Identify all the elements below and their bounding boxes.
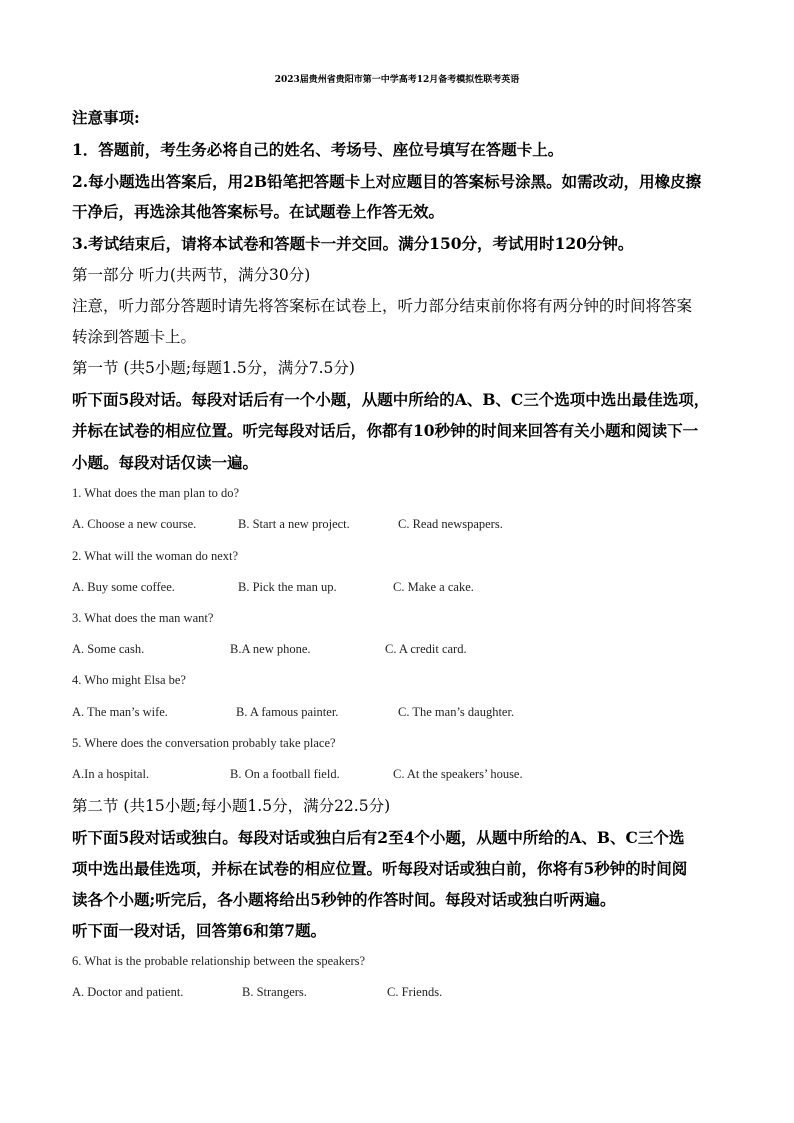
- question-1: 1. What does the man plan to do?: [72, 486, 240, 500]
- question-3-option-a: A. Some cash.: [72, 642, 145, 656]
- notice-item-2-line-1: 2.每小题选出答案后，用2B铅笔把答题卡上对应题目的答案标号涂黑。如需改动，用橡皮擦: [72, 172, 702, 191]
- question-6-option-c: C. Friends.: [387, 985, 443, 999]
- part1-note-line-2: 转涂到答题卡上。: [72, 328, 197, 346]
- question-6-option-a: A. Doctor and patient.: [72, 985, 184, 999]
- question-1-option-b: B. Start a new project.: [238, 517, 350, 531]
- section1-heading: 第一节 (共5小题;每题1.5分，满分7.5分): [72, 359, 355, 377]
- question-5-option-a: A.In a hospital.: [72, 767, 150, 781]
- part1-note-line-1: 注意，听力部分答题时请先将答案标在试卷上，听力部分结束前你将有两分钟的时间将答案: [72, 297, 693, 315]
- section2-heading: 第二节 (共15小题;每小题1.5分，满分22.5分): [72, 797, 391, 815]
- question-2: 2. What will the woman do next?: [72, 549, 239, 563]
- question-1-option-c: C. Read newspapers.: [398, 517, 503, 531]
- question-4-option-b: B. A famous painter.: [236, 705, 339, 719]
- notice-heading: 注意事项:: [72, 108, 140, 127]
- notice-item-2-line-2: 干净后，再选涂其他答案标号。在试题卷上作答无效。: [72, 202, 445, 221]
- exam-title: 2023届贵州省贵阳市第一中学高考12月备考模拟性联考英语: [274, 75, 520, 85]
- question-3-option-b: B.A new phone.: [230, 642, 311, 656]
- question-5: 5. Where does the conversation probably take place?: [72, 736, 336, 750]
- question-4-option-a: A. The man’s wife.: [72, 705, 168, 719]
- question-4: 4. Who might Elsa be?: [72, 673, 186, 687]
- section1-instr-line-1: 听下面5段对话。每段对话后有一个小题，从题中所给的A、B、C三个选项中选出最佳选项，: [72, 390, 710, 409]
- question-5-option-b: B. On a football field.: [230, 767, 340, 781]
- question-2-option-c: C. Make a cake.: [393, 580, 474, 594]
- section2-instr-line-1: 听下面5段对话或独白。每段对话或独白后有2至4个小题，从题中所给的A、B、C三个选: [72, 828, 685, 847]
- section1-instr-line-3: 小题。每段对话仅读一遍。: [72, 453, 259, 472]
- section2-sub-heading: 听下面一段对话，回答第6和第7题。: [72, 921, 327, 940]
- part1-heading: 第一部分 听力(共两节，满分30分): [72, 266, 311, 284]
- question-6: 6. What is the probable relationship between the speakers?: [72, 954, 366, 968]
- question-2-option-a: A. Buy some coffee.: [72, 580, 175, 594]
- notice-item-3: 3.考试结束后，请将本试卷和答题卡一并交回。满分150分，考试用时120分钟。: [72, 234, 634, 253]
- section1-instr-line-2: 并标在试卷的相应位置。听完每段对话后，你都有10秒钟的时间来回答有关小题和阅读下一: [72, 421, 699, 440]
- question-4-option-c: C. The man’s daughter.: [398, 705, 515, 719]
- notice-item-1: 1．答题前，考生务必将自己的姓名、考场号、座位号填写在答题卡上。: [72, 140, 564, 159]
- question-6-option-b: B. Strangers.: [242, 985, 307, 999]
- question-3-option-c: C. A credit card.: [385, 642, 467, 656]
- question-2-option-b: B. Pick the man up.: [238, 580, 337, 594]
- question-5-option-c: C. At the speakers’ house.: [393, 767, 523, 781]
- section2-instr-line-3: 读各个小题;听完后，各小题将给出5秒钟的作答时间。每段对话或独白听两遍。: [72, 890, 616, 909]
- section2-instr-line-2: 项中选出最佳选项，并标在试卷的相应位置。听每段对话或独白前，你将有5秒钟的时间阅: [72, 859, 688, 878]
- question-3: 3. What does the man want?: [72, 611, 214, 625]
- question-1-option-a: A. Choose a new course.: [72, 517, 197, 531]
